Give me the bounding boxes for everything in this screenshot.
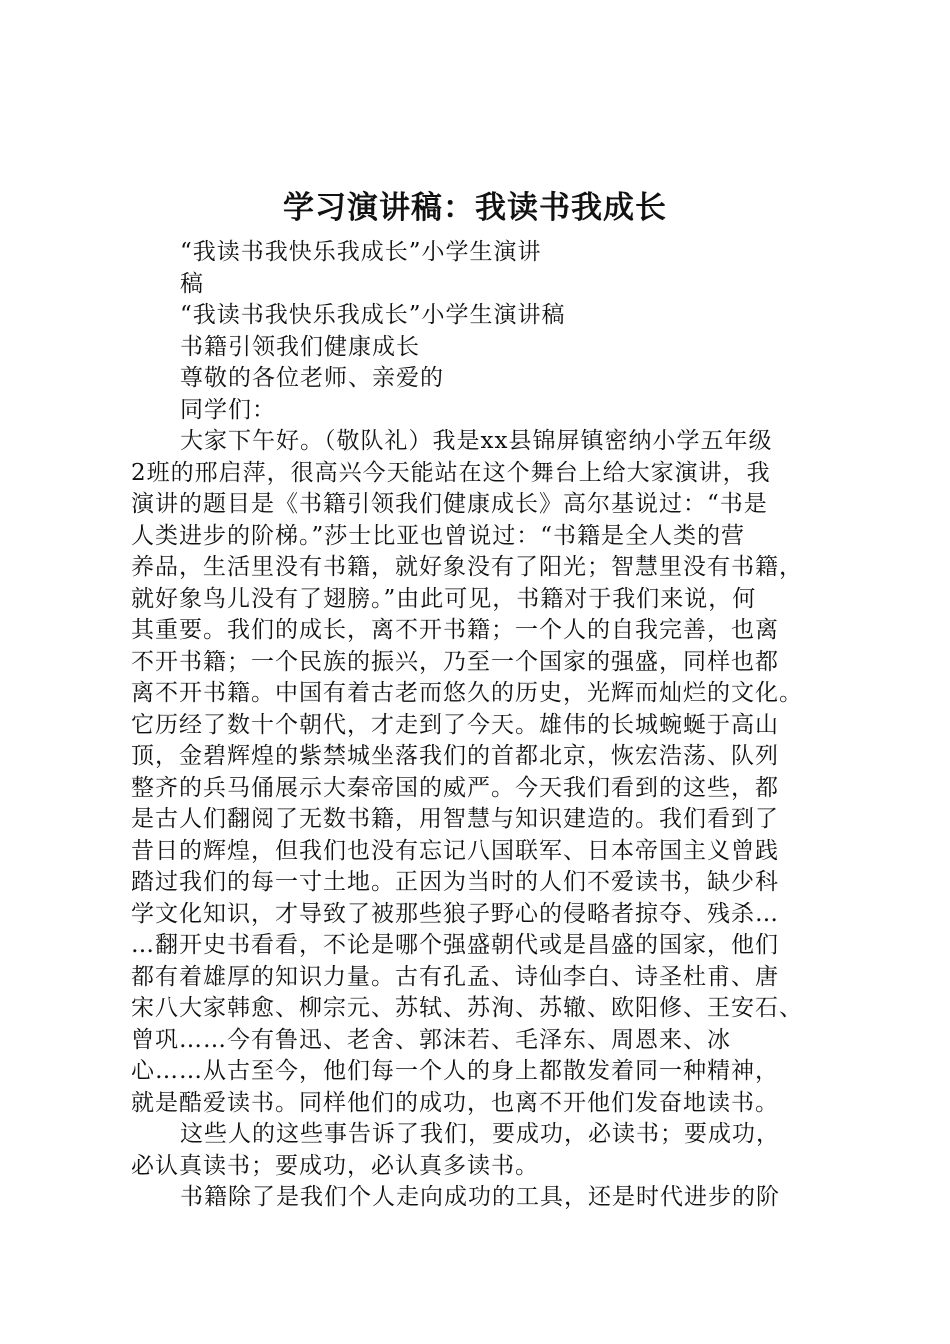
text-line: 书籍引领我们健康成长 [180,333,420,360]
text-line: 宋八大家韩愈、柳宗元、苏轼、苏洵、苏辙、欧阳修、王安石、 [131,995,803,1021]
text-line: 稿 [180,270,204,297]
text-line: 曾巩……今有鲁迅、老舍、郭沫若、毛泽东、周恩来、冰 [131,1026,731,1053]
text-line: 同学们： [180,396,276,423]
text-line: 必认真读书；要成功，必认真多读书。 [131,1152,539,1179]
text-line: 是古人们翻阅了无数书籍，用智慧与知识建造的。我们看到了 [131,806,779,832]
text-line: “我读书我快乐我成长”小学生演讲 [180,239,542,265]
text-line: 整齐的兵马俑展示大秦帝国的威严。今天我们看到的这些，都 [131,774,779,801]
text-line: 顶，金碧辉煌的紫禁城坐落我们的首都北京，恢宏浩荡、队列 [131,743,779,769]
text-line: 养品，生活里没有书籍，就好象没有了阳光；智慧里没有书籍， [131,554,803,580]
text-line: 心……从古至今，他们每一个人的身上都散发着同一种精神， [131,1058,779,1084]
text-line: 踏过我们的每一寸土地。正因为当时的人们不爱读书，缺少科 [131,869,779,895]
text-line: 就是酷爱读书。同样他们的成功，也离不开他们发奋地读书。 [131,1089,779,1116]
text-line: 这些人的这些事告诉了我们，要成功，必读书；要成功， [180,1121,780,1147]
text-line: 大家下午好。（敬队礼）我是xx县锦屏镇密纳小学五年级 [180,428,773,454]
text-line: 它历经了数十个朝代，才走到了今天。雄伟的长城蜿蜒于高山 [131,711,779,738]
text-line: 书籍除了是我们个人走向成功的工具，还是时代进步的阶 [180,1184,780,1210]
text-line: 昔日的辉煌，但我们也没有忘记八国联军、日本帝国主义曾践 [131,837,779,864]
text-line: 尊敬的各位老师、亲爱的 [180,365,444,391]
text-line: 不开书籍；一个民族的振兴，乃至一个国家的强盛，同样也都 [131,648,779,675]
text-line: 学文化知识，才导致了被那些狼子野心的侵略者掠夺、残杀… [131,900,779,927]
text-line: 就好象鸟儿没有了翅膀。”由此可见，书籍对于我们来说，何 [131,585,757,612]
text-line: 离不开书籍。中国有着古老而悠久的历史，光辉而灿烂的文化。 [131,680,803,706]
text-line: …翻开史书看看，不论是哪个强盛朝代或是昌盛的国家，他们 [131,932,779,958]
text-line: “我读书我快乐我成长”小学生演讲稿 [180,302,566,328]
text-line: 人类进步的阶梯。”莎士比亚也曾说过：“书籍是全人类的营 [131,522,746,549]
text-line: 演讲的题目是《书籍引领我们健康成长》高尔基说过：“书是 [131,491,768,517]
text-line: 都有着雄厚的知识力量。古有孔孟、诗仙李白、诗圣杜甫、唐 [131,963,779,990]
document-title: 学习演讲稿：我读书我成长 [283,190,667,226]
document-body [131,237,843,1214]
text-line: 其重要。我们的成长，离不开书籍；一个人的自我完善，也离 [131,617,779,643]
text-line: 2班的邢启萍，很高兴今天能站在这个舞台上给大家演讲，我 [131,459,771,486]
